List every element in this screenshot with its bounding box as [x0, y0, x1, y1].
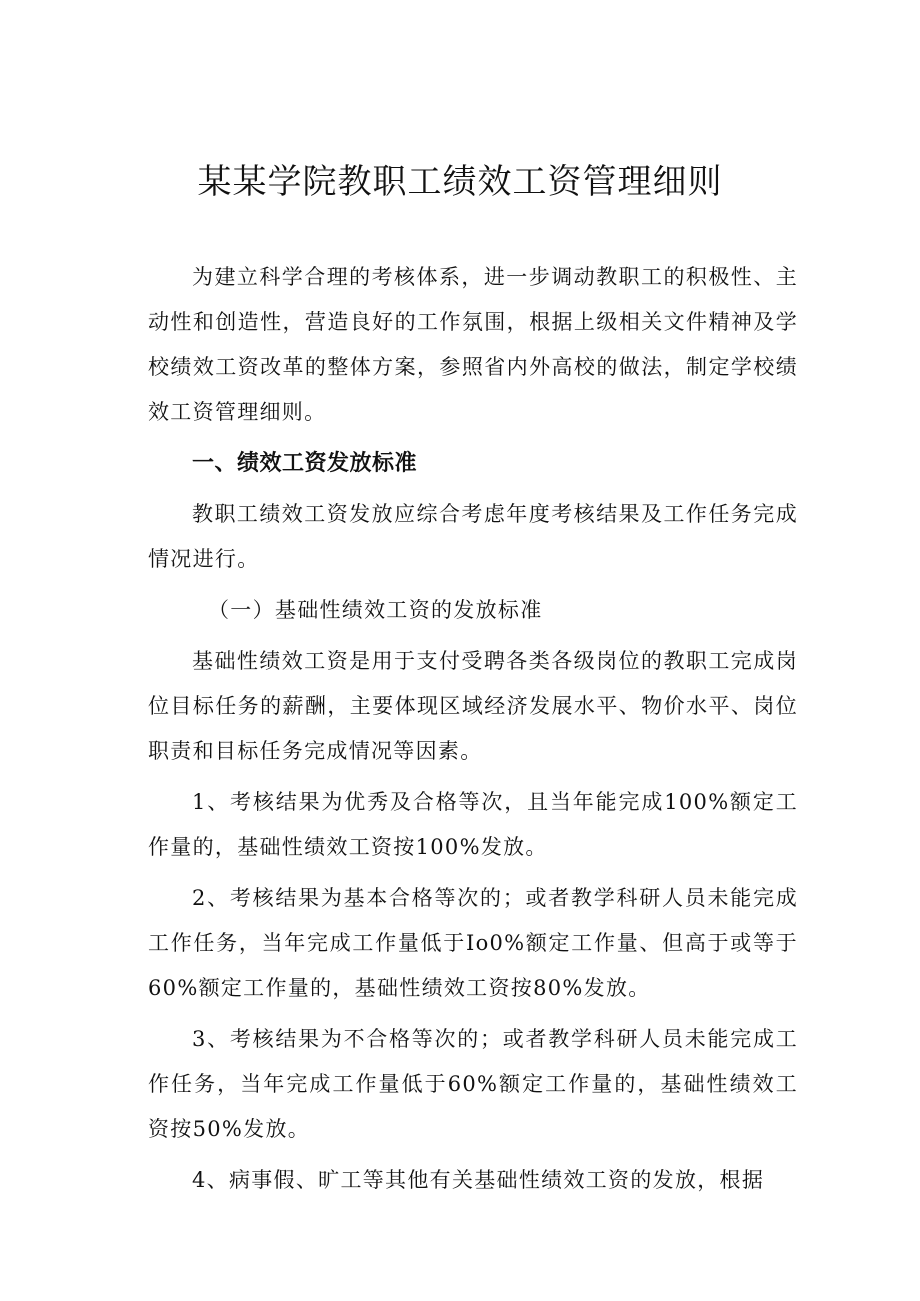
subsection-heading: （一）基础性绩效工资的发放标准 — [208, 598, 543, 622]
document-body — [148, 255, 798, 1209]
list-item: 4、病事假、旷工等其他有关基础性绩效工资的发放，根据 — [192, 1168, 765, 1192]
list-item: 2、考核结果为基本合格等次的；或者教学科研人员未能完成工作任务，当年完成工作量低于Io0%额定工作量、但高于或等于60%额定工作量的，基础性绩效工资按80%发放。 — [148, 886, 798, 1000]
list-item: 3、考核结果为不合格等次的；或者教学科研人员未能完成工作任务，当年完成工作量低于60%额定工作量的，基础性绩效工资按50%发放。 — [148, 1027, 798, 1141]
subsection-intro-paragraph: 基础性绩效工资是用于支付受聘各类各级岗位的教职工完成岗位目标任务的薪酬，主要体现区域经济发展水平、物价水平、岗位职责和目标任务完成情况等因素。 — [148, 649, 798, 763]
list-item: 1、考核结果为优秀及合格等次，且当年能完成100%额定工作量的，基础性绩效工资按100%发放。 — [148, 790, 798, 859]
section-heading: 一、绩效工资发放标准 — [192, 451, 418, 476]
document-title: 某某学院教职工绩效工资管理细则 — [197, 162, 723, 202]
intro-paragraph: 为建立科学合理的考核体系，进一步调动教职工的积极性、主动性和创造性，营造良好的工作氛围，根据上级相关文件精神及学校绩效工资改革的整体方案，参照省内外高校的做法，制定学校绩效工资管理细则。 — [148, 265, 798, 424]
section-intro-paragraph: 教职工绩效工资发放应综合考虑年度考核结果及工作任务完成情况进行。 — [148, 502, 798, 571]
